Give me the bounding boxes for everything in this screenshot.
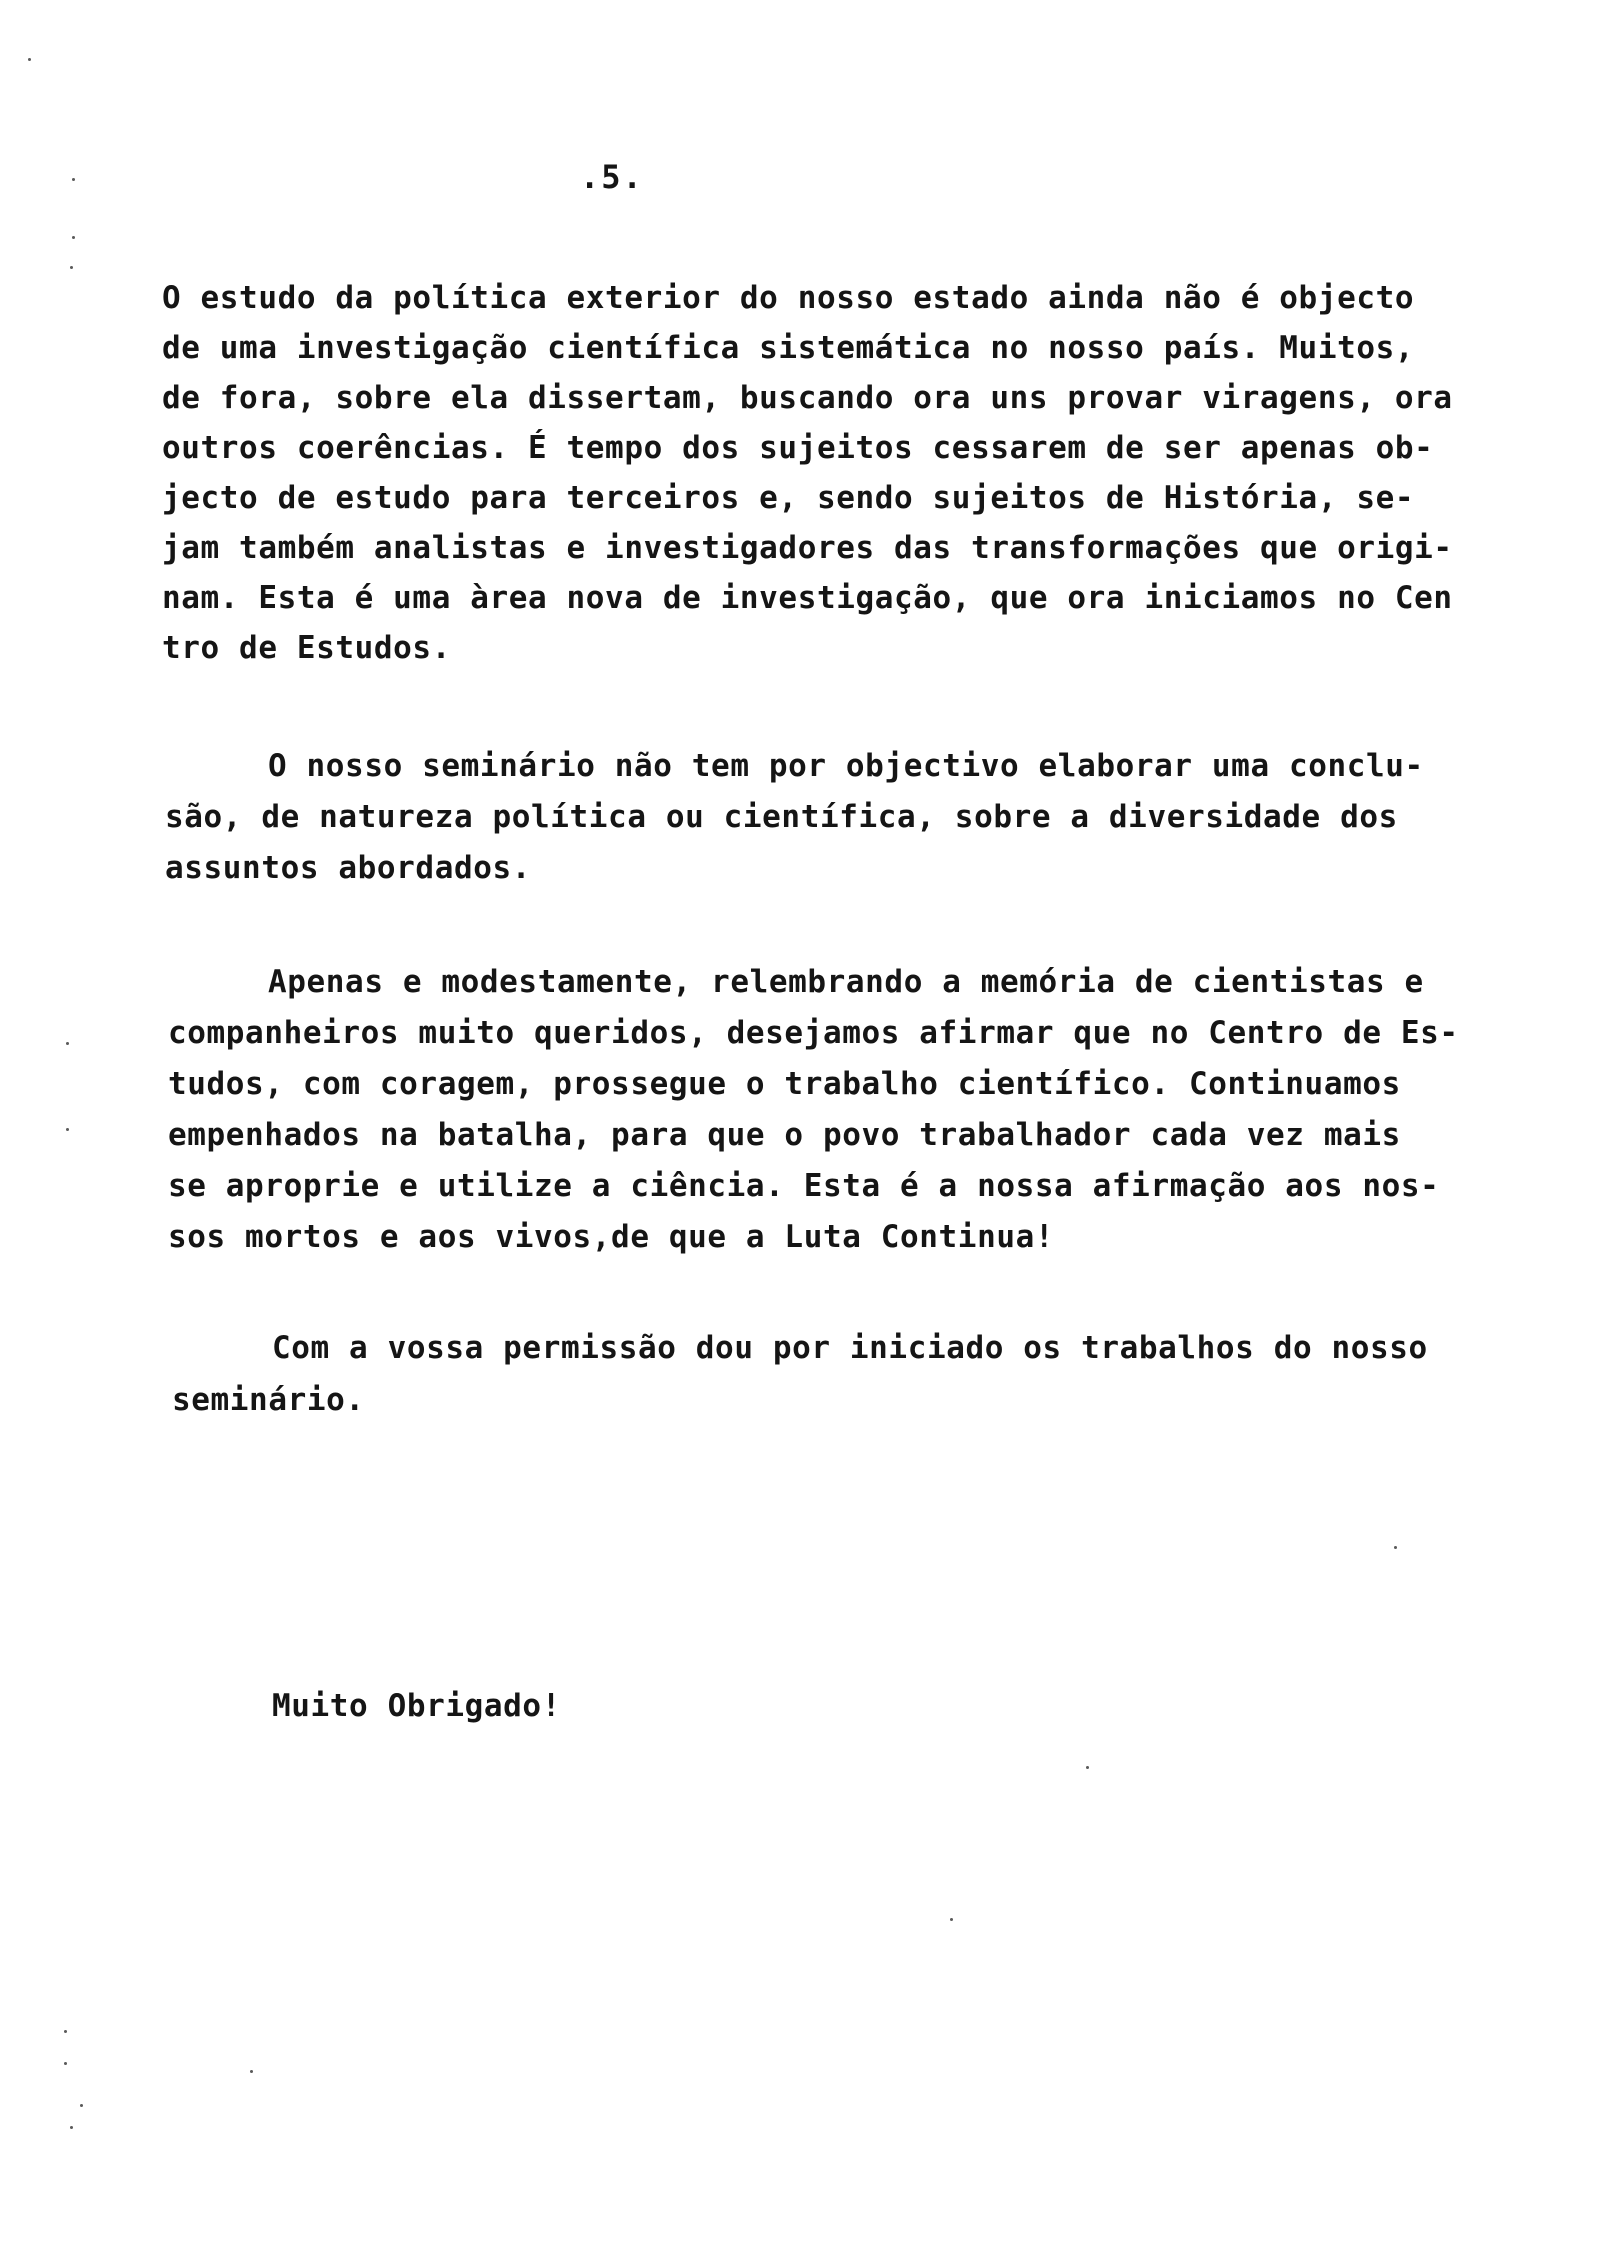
paragraph-line: sos mortos e aos vivos,de que a Luta Continua! bbox=[168, 1219, 1055, 1255]
paragraph-line: companheiros muito queridos, desejamos afirmar que no Centro de Es- bbox=[168, 1015, 1459, 1051]
scan-speck bbox=[64, 2062, 67, 2065]
scan-speck bbox=[950, 1918, 953, 1921]
paragraph-line: seminário. bbox=[172, 1382, 365, 1418]
paragraph-line: de fora, sobre ela dissertam, buscando ora uns provar viragens, ora bbox=[162, 380, 1453, 416]
scan-speck bbox=[72, 236, 75, 239]
paragraph-line: assuntos abordados. bbox=[165, 850, 532, 886]
scan-speck bbox=[64, 2030, 67, 2033]
paragraph-line: jam também analistas e investigadores das transformações que origi- bbox=[162, 530, 1453, 566]
paragraph-line: Com a vossa permissão dou por iniciado os trabalhos do nosso bbox=[272, 1330, 1428, 1366]
paragraph-line: se aproprie e utilize a ciência. Esta é a nossa afirmação aos nos- bbox=[168, 1168, 1440, 1204]
scan-speck bbox=[70, 266, 73, 269]
paragraph-line: de uma investigação científica sistemática no nosso país. Muitos, bbox=[162, 330, 1415, 366]
paragraph-line: tro de Estudos. bbox=[162, 630, 451, 666]
paragraph-line: empenhados na batalha, para que o povo trabalhador cada vez mais bbox=[168, 1117, 1401, 1153]
scan-speck bbox=[66, 1042, 69, 1045]
scan-speck bbox=[28, 58, 31, 61]
scan-speck bbox=[250, 2070, 253, 2073]
paragraph-line: tudos, com coragem, prossegue o trabalho científico. Continuamos bbox=[168, 1066, 1401, 1102]
paragraph-line: outros coerências. É tempo dos sujeitos cessarem de ser apenas ob- bbox=[162, 430, 1434, 466]
paragraph-line: O nosso seminário não tem por objectivo elaborar uma conclu- bbox=[268, 748, 1424, 784]
paragraph-line: são, de natureza política ou científica, sobre a diversidade dos bbox=[165, 799, 1398, 835]
scan-speck bbox=[1086, 1766, 1089, 1769]
scan-speck bbox=[80, 2104, 83, 2107]
scan-speck bbox=[70, 2126, 73, 2129]
paragraph-line: nam. Esta é uma àrea nova de investigação, que ora iniciamos no Cen bbox=[162, 580, 1453, 616]
page-number: .5. bbox=[580, 158, 644, 196]
scan-speck bbox=[1394, 1546, 1397, 1549]
scan-speck bbox=[72, 178, 75, 181]
paragraph-line: Apenas e modestamente, relembrando a memória de cientistas e bbox=[268, 964, 1424, 1000]
paragraph-line: O estudo da política exterior do nosso estado ainda não é objecto bbox=[162, 280, 1415, 316]
scan-speck bbox=[66, 1128, 69, 1131]
signoff: Muito Obrigado! bbox=[272, 1688, 561, 1724]
paragraph-line: jecto de estudo para terceiros e, sendo sujeitos de História, se- bbox=[162, 480, 1415, 516]
